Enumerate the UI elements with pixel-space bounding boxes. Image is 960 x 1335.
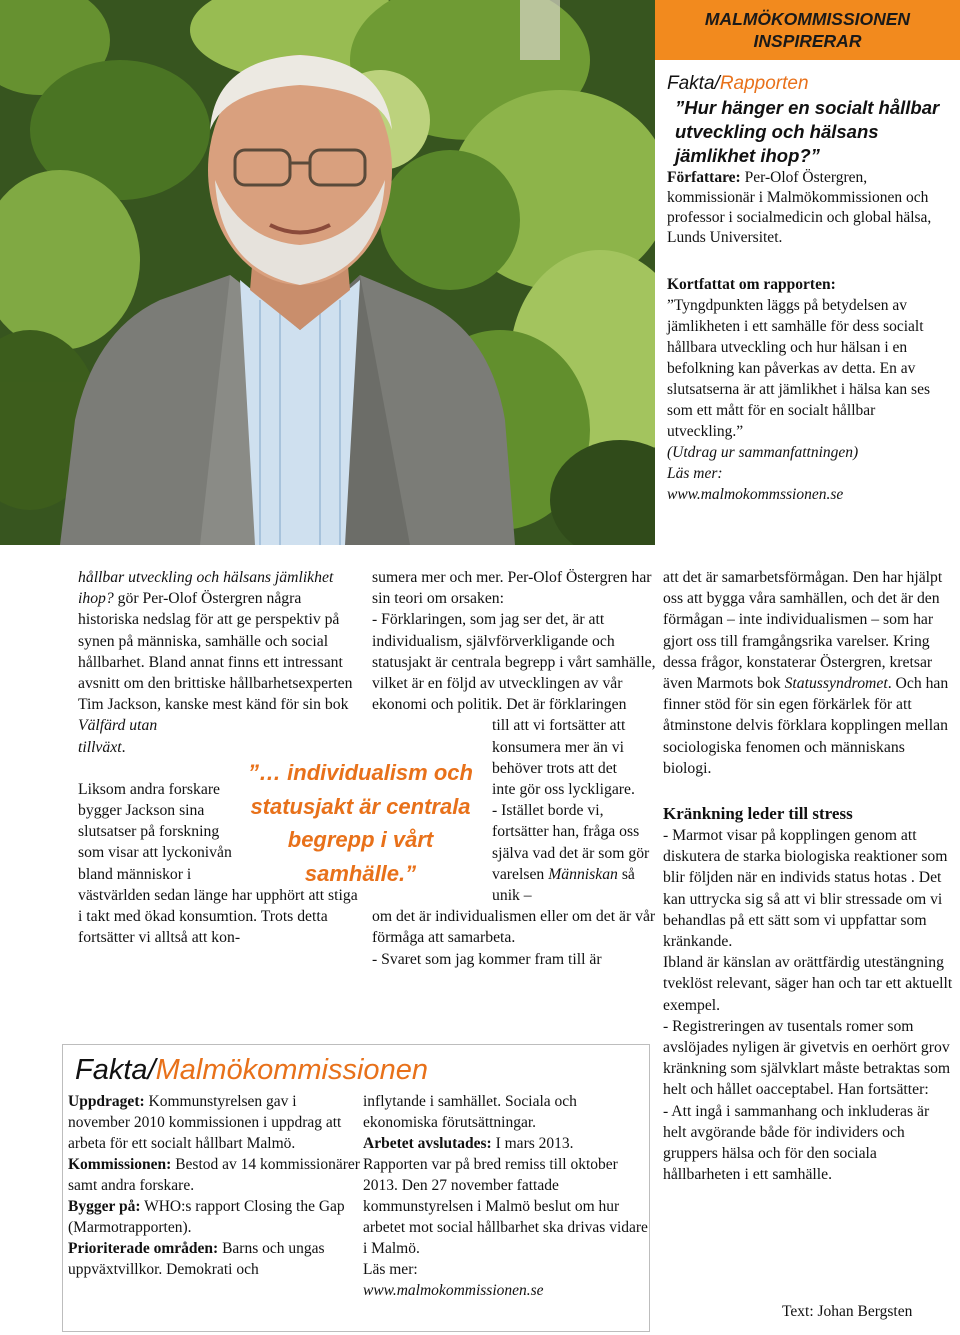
c2-p2-start: - Förklaringen, som jag ser det, är att individualism, självförverkligande och statusjakt är centrala begrepp i vårt samhälle, vilket är en följd av utvecklingen av vår ekonomi och politik. Det är förklaringen	[372, 611, 656, 714]
bygger-pa-text: WHO:s rapport Closing the Gap (Marmotrapporten).	[68, 1198, 345, 1236]
c3-heading: Kränkning leder till stress	[663, 804, 853, 824]
fakta-link[interactable]: www.malmokommissionen.se	[363, 1282, 544, 1299]
report-question: ”Hur hänger en socialt hållbar utveckling och hälsans jämlikhet ihop?”	[675, 97, 940, 166]
prioriterade-text: Barns och ungas uppväxtvillkor. Demokrati och	[68, 1240, 325, 1278]
c2-p4: - Svaret som jag kommer fram till är	[372, 950, 602, 968]
author-label: Författare:	[667, 169, 741, 186]
fakta-prioriterade	[68, 1238, 360, 1280]
uppdraget-label: Uppdraget:	[68, 1093, 145, 1110]
c1-italic-lead: hållbar utveckling och hälsans jämlikhet ihop?	[78, 569, 334, 608]
avslutades-text: I mars 2013.	[491, 1135, 574, 1152]
c3-p1b: . Och han finner stöd för sin egen förkärlek för att åtminstone delvis förklara kopplingen mellan sociologiska fenomen och människans biologi.	[663, 675, 949, 777]
c1-paragraph-2-start: Liksom andra forskare bygger Jackson sina slutsatser på forskning som visar att lyckonivån bland människor i	[78, 780, 232, 883]
c2-p2-end: till att vi fortsätter att konsumera mer än vi behöver trots att det inte gör oss lyckligare.	[492, 717, 635, 799]
fakta-uppdraget	[68, 1091, 360, 1154]
sidebar-header-line2: INSPIRERAR	[753, 31, 862, 51]
fakta-avslutades	[363, 1133, 648, 1154]
author-text: Per-Olof Östergren, kommissionär i Malmökommissionen och professor i socialmedicin och global hälsa, Lunds Universitet.	[667, 169, 932, 246]
fakta-title-word: Rapporten	[719, 73, 809, 94]
c1-book-line: Välfärd utan tillväxt.	[78, 717, 158, 756]
c2-lead: sumera mer och mer. Per-Olof Östergren har sin teori om orsaken:	[372, 569, 652, 608]
fakta-bygger-pa	[68, 1196, 360, 1238]
fakta-box-title-word: Malmökommissionen	[155, 1054, 428, 1086]
sidebar-header	[655, 0, 960, 60]
fakta-box-prefix: Fakta/	[75, 1054, 156, 1086]
c3-p5: - Att ingå i sammanhang och inkluderas är helt avgörande både för individers och gruppers hälsa och för den sociala hållbarheten i ett samhälle.	[663, 1102, 930, 1184]
c1-book-title: Välfärd utan tillväxt	[78, 717, 158, 756]
summary-source: (Utdrag ur sammanfattningen)	[667, 444, 859, 461]
uppdraget-text: Kommunstyrelsen gav i november 2010 kommissionen i uppdrag att arbeta för ett socialt hållbart Malmö.	[68, 1093, 342, 1152]
sidebar-fakta-title	[667, 72, 950, 96]
fakta-prefix: Fakta/	[667, 73, 720, 94]
summary-label: Kortfattat om rapporten:	[667, 276, 836, 293]
sidebar-fakta-rapporten	[655, 60, 960, 545]
pull-quote: ”… individualism och statusjakt är centrala begrepp i vårt samhälle.”	[248, 760, 473, 886]
fakta-read-more: Läs mer:	[363, 1261, 418, 1278]
c3-p1a: att det är samarbetsförmågan. Den har hjälpt oss att bygga våra samhällen, och det är den förmågan – inte individualismen – som har gjort oss till framgångsrika varelser. Kring dessa frågor, konstaterar Östergren, kretsar även Marmots bok	[663, 569, 943, 693]
kommissionen-text: Bestod av 14 kommissionärer samt andra forskare.	[68, 1156, 360, 1194]
avslutades-label: Arbetet avslutades:	[363, 1135, 492, 1152]
bygger-pa-label: Bygger på:	[68, 1198, 141, 1215]
portrait-photo	[0, 0, 655, 545]
sidebar-header-line1: MALMÖKOMMISSIONEN	[704, 9, 911, 29]
c3-book-title: Statussyndromet	[784, 675, 888, 693]
c2-p1: Per-Olof Östergren har sin teori om orsaken:	[372, 569, 652, 608]
c1-paragraph-1	[78, 567, 363, 715]
read-more-label: Läs mer:	[667, 465, 723, 482]
fakta-r3: Rapporten var på bred remiss till oktober 2013. Den 27 november fattade kommunstyrelsen i Malmö beslut om hur arbetet mot social hållbarhet ska drivas vidare i Malmö.	[363, 1156, 648, 1257]
fakta-right-column	[363, 1091, 648, 1301]
c3-p4: - Registreringen av tusentals romer som avslöjades nyligen är givetvis en oerhört grov kränkning som självklart måste betraktas som helt och hållet oacceptabel. Han fortsätter:	[663, 1017, 951, 1099]
prioriterade-label: Prioriterade områden:	[68, 1240, 219, 1257]
c2-p3: - Istället borde vi, fortsätter han, fråga oss själva vad det är som gör varelsen Människan så unik –	[492, 802, 650, 905]
c3-p1	[663, 567, 953, 779]
fakta-kommissionen	[68, 1154, 360, 1196]
kommissionen-label: Kommissionen:	[68, 1156, 172, 1173]
fakta-box-title	[75, 1050, 428, 1090]
read-more-link[interactable]: www.malmokommssionen.se	[667, 486, 844, 503]
c1-paragraph-2-end: västvärlden sedan länge har upphört att stiga i takt med ökad konsumtion. Trots detta fortsätter vi alltså att kon-	[78, 886, 358, 947]
c3-p3: Ibland är känslan av orättfärdig utestängning tveklöst relevant, säger han och tar ett aktuellt exempel.	[663, 954, 953, 1014]
author-info	[667, 168, 950, 248]
c1-text: gör Per-Olof Östergren några historiska nedslag för att ge perspektiv på synen på människa, samhälle och social hållbarhet. Bland annat finns ett intressant avsnitt om den brittiske hållbarhetsexperten Tim Jackson, kanske mest känd för sin bok	[78, 590, 353, 714]
fakta-left-column	[68, 1091, 360, 1280]
summary-text: ”Tyngdpunkten läggs på betydelsen av jämlikheten i ett samhälle för dess socialt hållbara utveckling och hur hälsan i en befolkning kan påverkas av detta. En av slutsatserna är att jämlikhet i hälsa kan ses som ett mått för en socialt hållbar utveckling.”	[667, 297, 930, 440]
c3-p2: - Marmot visar på kopplingen genom att diskutera de starka biologiska reaktioner som blir följden när en individs status hotas . Det kan uttrycka sig så att vi blir stressade om vi behandlas på ett sätt som vi uppfattar som kränkande.	[663, 827, 948, 951]
summary	[667, 274, 950, 505]
c2-italic: Människan	[548, 865, 618, 883]
c2-p3-end: om det är individualismen eller om det är vår förmåga att samarbeta.	[372, 908, 656, 947]
article-column-3	[663, 567, 953, 1185]
fakta-r1: inflytande i samhället. Sociala och ekonomiska förutsättningar.	[363, 1093, 577, 1131]
author-credit: Text: Johan Bergsten	[782, 1303, 913, 1320]
